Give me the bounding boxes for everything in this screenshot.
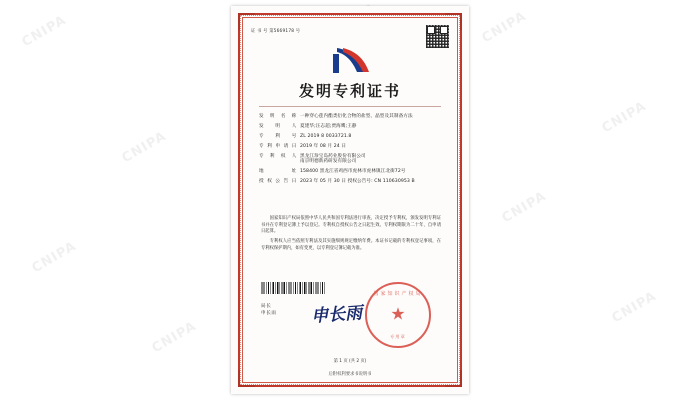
- field-value-group: [300, 154, 443, 165]
- handwritten-signature: 申长雨: [310, 303, 363, 327]
- seal-bottom-text: 专用章: [390, 334, 406, 339]
- watermark-text: CNIPA: [479, 8, 530, 47]
- field-value: 一种穿心莲内酯类衍化合物的盐型、晶型及其制备方法: [300, 114, 413, 119]
- patent-certificate-document: [231, 6, 469, 394]
- watermark-text: CNIPA: [599, 98, 650, 137]
- field-value: 2023 年 05 月 30 日 授权公告号: CN 110630953 B: [300, 179, 415, 185]
- field-label: 地址: [259, 169, 297, 175]
- qr-code-icon: [426, 25, 449, 48]
- official-seal-icon: [365, 282, 431, 348]
- field-value: ZL 2019 8 0033721.8: [300, 133, 352, 139]
- field-row: [259, 114, 443, 120]
- watermark-text: CNIPA: [119, 128, 170, 167]
- field-label: 发明人: [259, 123, 297, 129]
- watermark-text: CNIPA: [149, 318, 200, 357]
- field-value: 夏建华;汪志超;贾海鹰;王静: [300, 123, 357, 129]
- field-row: [259, 124, 443, 130]
- field-row: [259, 169, 443, 175]
- certificate-number: 证 书 号 第5669178 号: [251, 29, 301, 34]
- footer-note: 后附权利要求书说明书: [328, 372, 372, 377]
- field-label: 专利权人: [259, 153, 297, 159]
- field-row: [259, 179, 443, 185]
- signature-label-block: [261, 304, 277, 318]
- fields-list: [259, 114, 443, 189]
- barcode-icon: [261, 282, 325, 294]
- legal-paragraph: 专利权人应当依照专利法及其实施细则规定缴纳年费。本证书记载的专利权登记事项，在专利权保护期内，如有变更，以专利登记簿记载为准。: [261, 239, 441, 252]
- field-label: 发明名称: [259, 114, 297, 119]
- page-number: 第 1 页 (共 2 页): [333, 359, 367, 364]
- seal-star-icon: ★: [390, 304, 406, 325]
- watermark-text: CNIPA: [609, 288, 660, 327]
- field-value-second-line: 南京明德新药研发有限公司: [300, 159, 357, 165]
- watermark-text: CNIPA: [19, 12, 70, 51]
- cnipa-emblem-icon: [327, 46, 373, 76]
- signature-role: 局长: [261, 304, 272, 309]
- title-divider: [259, 106, 441, 107]
- watermark-text: CNIPA: [499, 188, 550, 227]
- watermark-text: CNIPA: [29, 238, 80, 277]
- certificate-content: [245, 20, 455, 380]
- signature-name: 申长雨: [261, 310, 277, 316]
- field-label: 专利申请日: [259, 143, 297, 149]
- field-row: [259, 134, 443, 140]
- field-value: 2019 年 08 月 24 日: [300, 143, 347, 149]
- field-label: 授权公告日: [259, 179, 297, 185]
- field-row: [259, 154, 443, 165]
- legal-paragraph: 国家知识产权局依照中华人民共和国专利法进行审查，决定授予专利权，颁发发明专利证书并在专利登记簿上予以登记。专利权自授权公告之日起生效。专利权期限为二十年，自申请日起算。: [261, 216, 441, 235]
- page-title: 发明专利证书: [298, 82, 401, 100]
- legal-text-block: [261, 216, 441, 256]
- field-label: 专利号: [259, 133, 297, 139]
- field-row: [259, 144, 443, 150]
- field-value: 黑龙江珍宝岛药业股份有限公司: [300, 153, 366, 159]
- seal-top-text: 国家知识产权局: [373, 291, 423, 297]
- field-value: 158400 黑龙江省鸡西市虎林市虎林镇江北街72号: [300, 169, 406, 175]
